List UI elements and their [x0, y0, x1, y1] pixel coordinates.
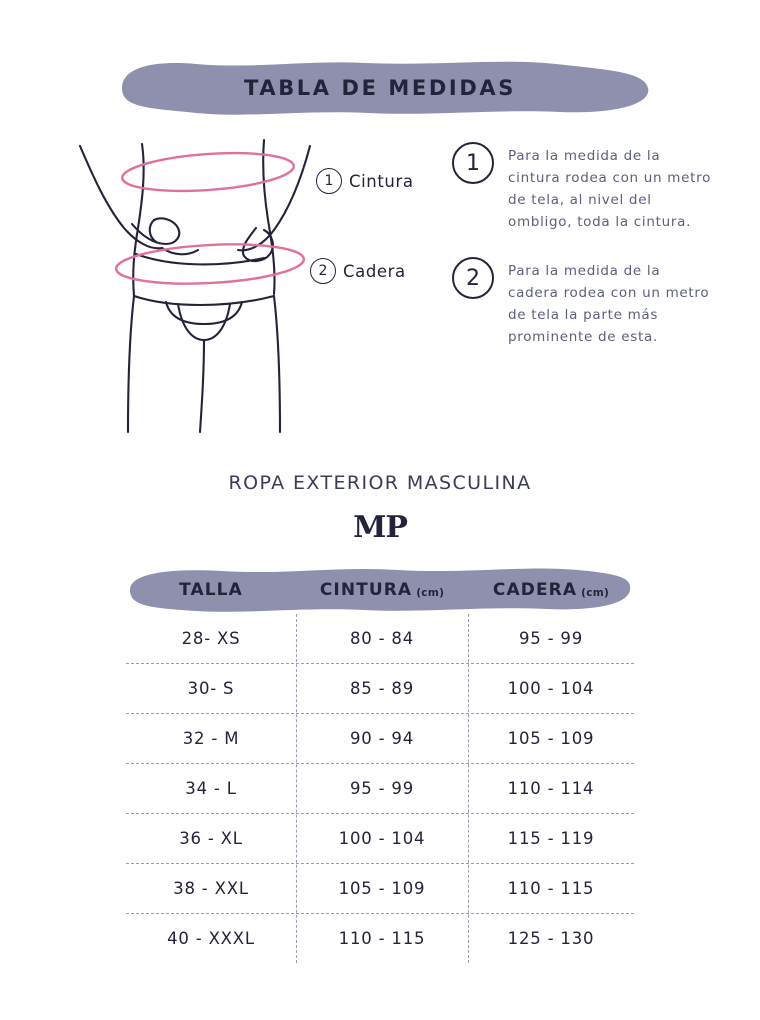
table-row	[126, 764, 634, 814]
cell-cintura: 85 - 89	[349, 679, 415, 698]
table-row	[126, 864, 634, 914]
table-row	[126, 814, 634, 864]
table-body	[126, 614, 634, 963]
instruction-1-text: Para la medida de la cintura rodea con un metro de tela, al nivel del ombligo, toda la cintura.	[508, 148, 712, 230]
marker-cadera-number: 2	[310, 258, 336, 284]
title-banner	[104, 58, 656, 118]
table-header-cadera-unit: (cm)	[581, 587, 610, 599]
cell-cintura: 95 - 99	[349, 779, 415, 798]
table-column-divider-2	[468, 614, 469, 963]
cell-cintura: 110 - 115	[338, 929, 426, 948]
table-header-cintura	[296, 566, 468, 614]
cell-cadera: 95 - 99	[518, 629, 584, 648]
instruction-2-text: Para la medida de la cadera rodea con un metro de tela la parte más prominente de esta.	[508, 263, 710, 346]
instruction-2-number: 2	[452, 257, 494, 299]
cell-cadera: 105 - 109	[507, 729, 595, 748]
instruction-item-2	[452, 257, 712, 348]
table-row	[126, 614, 634, 664]
instruction-item-1	[452, 142, 712, 233]
cell-cadera: 110 - 114	[507, 779, 595, 798]
cell-cintura: 80 - 84	[349, 629, 415, 648]
table-header-cintura-label: CINTURA	[319, 580, 413, 600]
cell-talla: 34 - L	[185, 779, 237, 798]
marker-cadera	[310, 258, 406, 284]
cell-cintura: 105 - 109	[338, 879, 426, 898]
table-row	[126, 914, 634, 963]
cell-talla: 30- S	[187, 679, 235, 698]
size-table	[126, 566, 634, 963]
instructions-list	[452, 142, 712, 373]
cell-talla: 32 - M	[182, 729, 240, 748]
cell-talla: 38 - XXL	[173, 879, 249, 898]
table-header-cadera-label: CADERA	[492, 580, 578, 600]
cell-cadera: 125 - 130	[507, 929, 595, 948]
cell-talla: 36 - XL	[179, 829, 243, 848]
table-column-divider-1	[296, 614, 297, 963]
table-header-row	[126, 566, 634, 614]
instruction-1-number: 1	[452, 142, 494, 184]
table-header-band	[126, 566, 634, 614]
cell-cintura: 100 - 104	[338, 829, 426, 848]
brand-logo: MP	[353, 510, 407, 545]
cell-cadera: 110 - 115	[507, 879, 595, 898]
marker-cadera-label: Cadera	[343, 261, 406, 281]
table-header-cintura-unit: (cm)	[416, 587, 445, 599]
marker-cintura-label: Cintura	[349, 171, 414, 191]
cell-cintura: 90 - 94	[349, 729, 415, 748]
page-title: TABLA DE MEDIDAS	[244, 76, 516, 100]
table-row	[126, 664, 634, 714]
table-header-talla	[126, 566, 296, 614]
table-header-cadera	[468, 566, 634, 614]
cell-cadera: 115 - 119	[507, 829, 595, 848]
cell-cadera: 100 - 104	[507, 679, 595, 698]
cell-talla: 40 - XXXL	[167, 929, 255, 948]
marker-cintura-number: 1	[316, 168, 342, 194]
cell-talla: 28- XS	[181, 629, 241, 648]
marker-cintura	[316, 168, 414, 194]
table-row	[126, 714, 634, 764]
table-header-talla-label: TALLA	[179, 580, 243, 600]
section-heading: ROPA EXTERIOR MASCULINA	[228, 472, 532, 494]
